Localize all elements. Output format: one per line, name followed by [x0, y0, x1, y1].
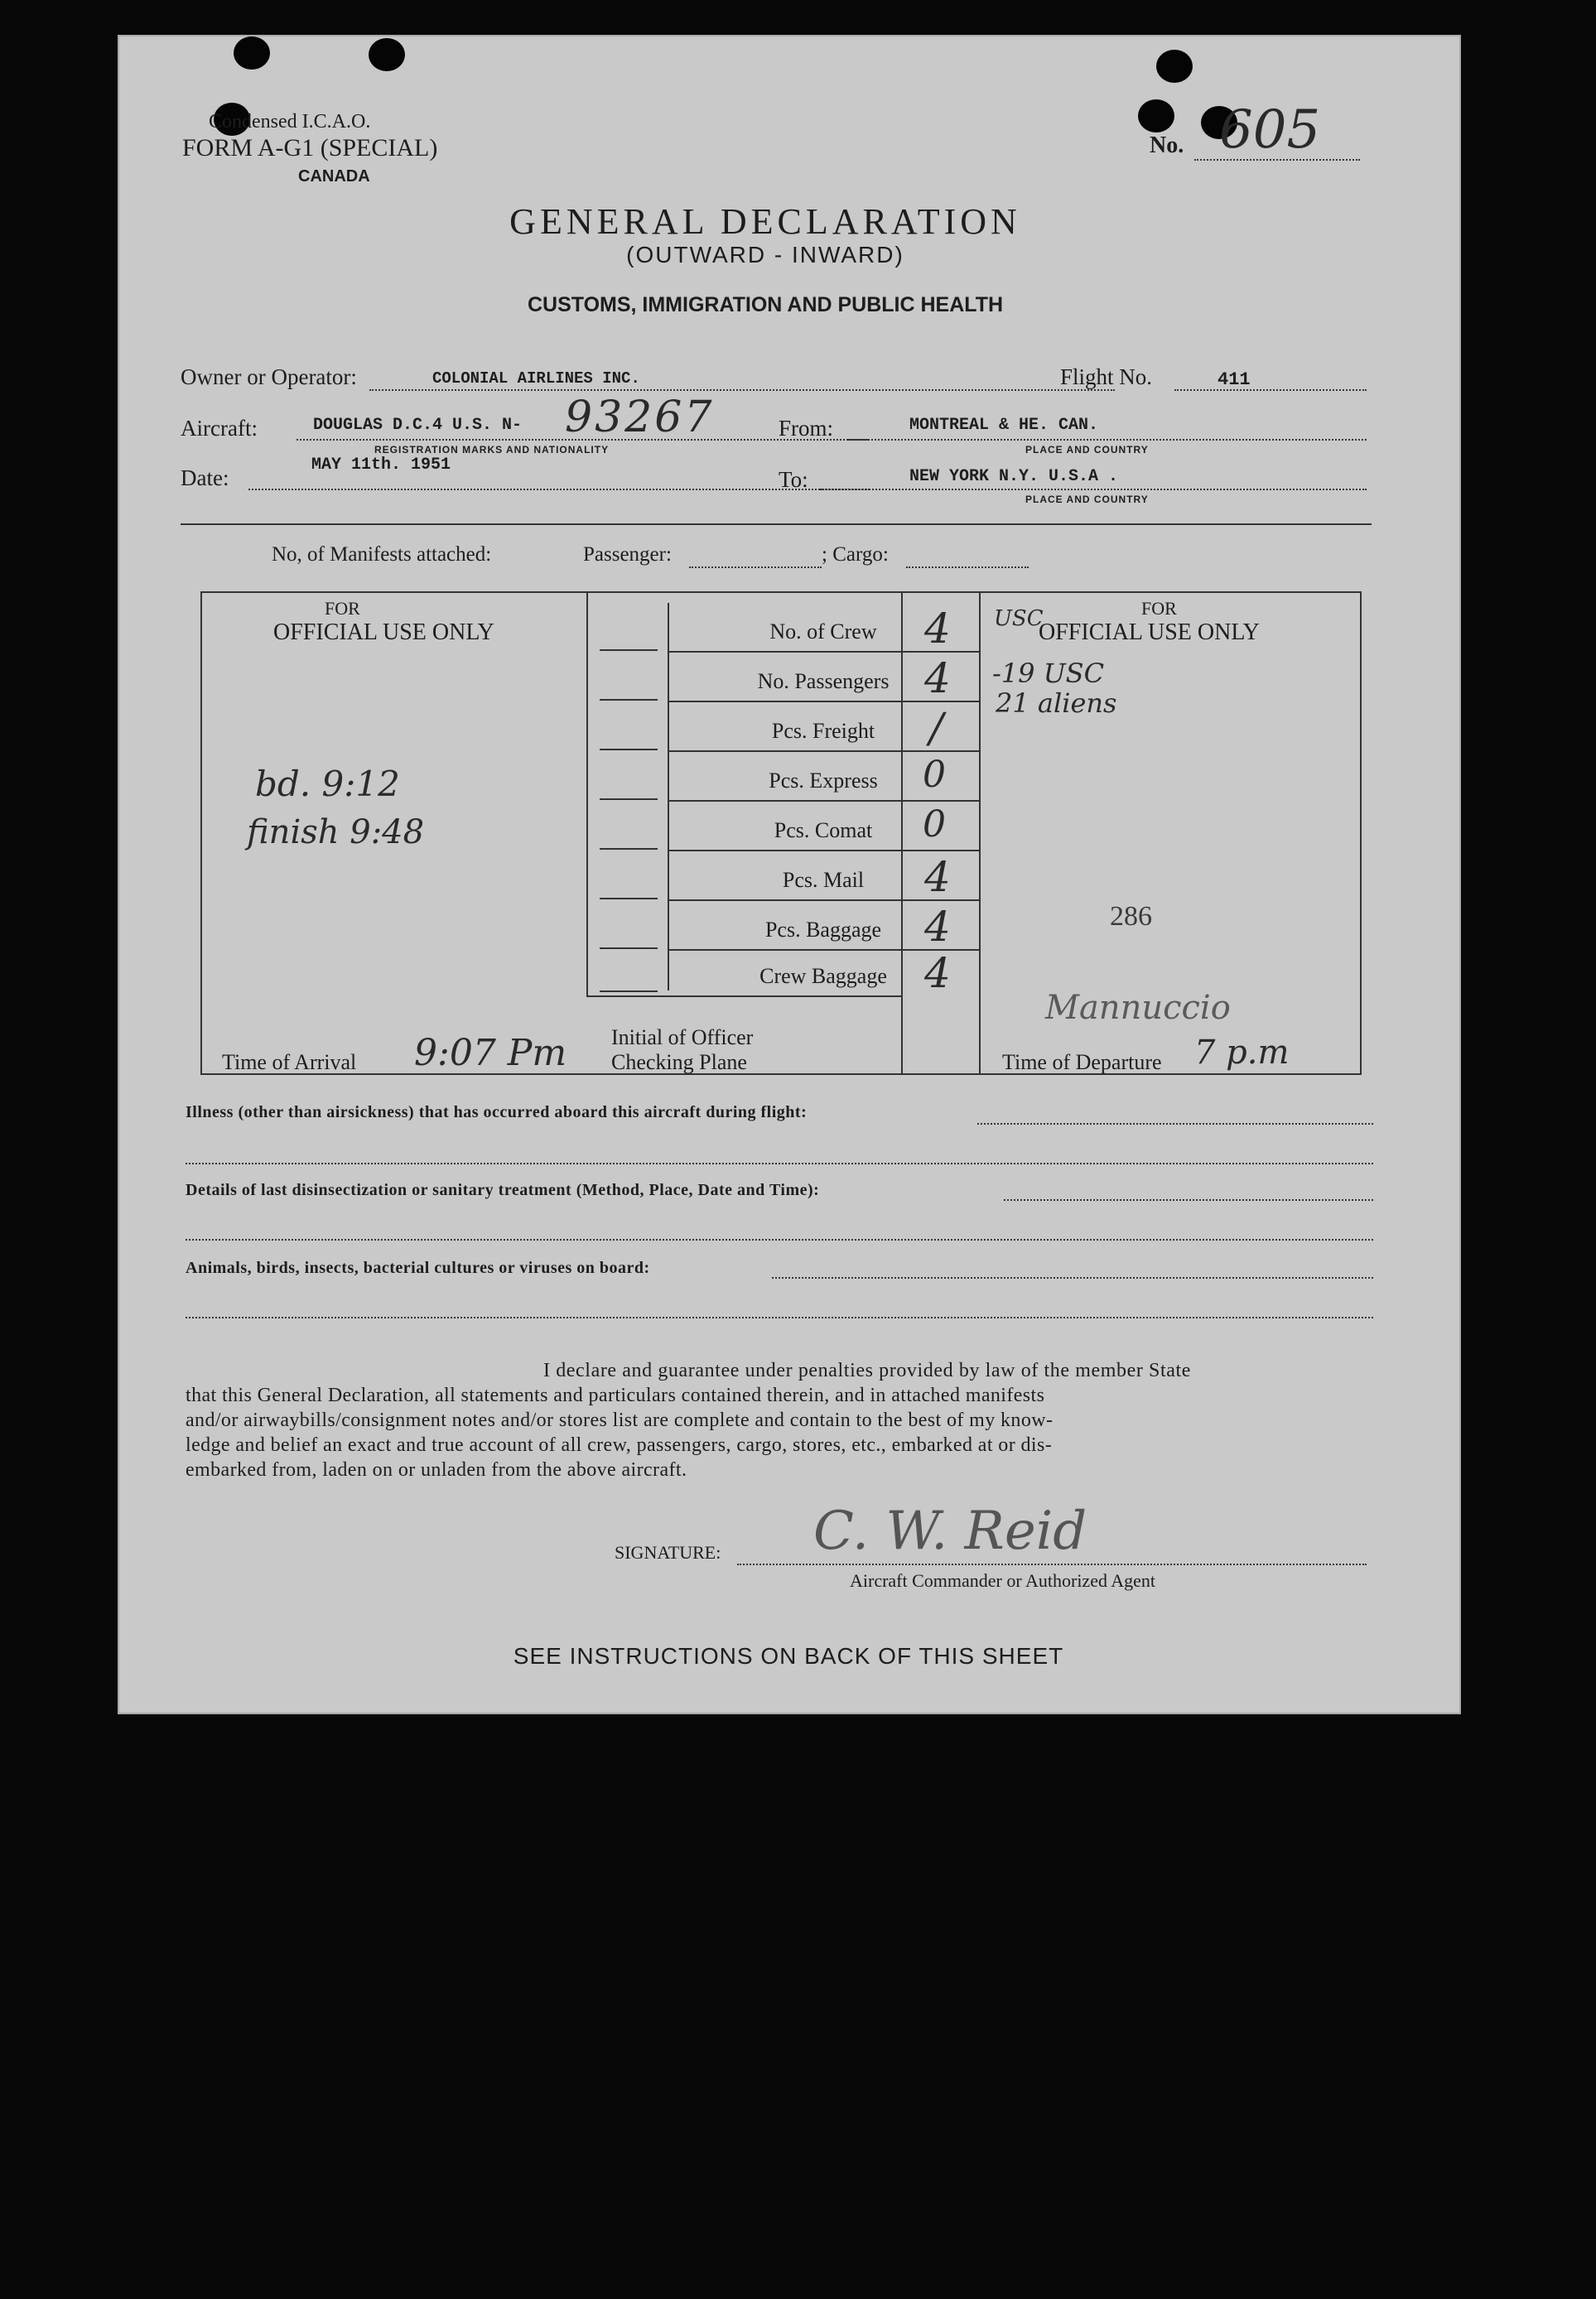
count-label: No. of Crew [769, 619, 877, 643]
count-label: No. Passengers [757, 669, 890, 693]
aircraft-caption: REGISTRATION MARKS AND NATIONALITY [374, 444, 610, 455]
declaration-line-3: and/or airwaybills/consignment notes and/or stores list are complete and contain to the best of my know- [186, 1410, 1054, 1431]
punch-hole [1138, 99, 1174, 133]
owner-value: COLONIAL AIRLINES INC. [432, 369, 640, 388]
disinsection-line-2 [186, 1239, 1373, 1241]
manifests-passenger-label: Passenger: [583, 543, 672, 566]
count-value: 0 [923, 754, 946, 796]
form-name: FORM A-G1 (SPECIAL) [182, 134, 438, 161]
date-value: MAY 11th. 1951 [311, 455, 451, 475]
punch-hole [1156, 50, 1193, 83]
from-line [848, 439, 1367, 441]
form-condensed-label: Condensed I.C.A.O. [209, 111, 371, 133]
official-right-note-usc: -19 USC [992, 658, 1105, 689]
punch-hole [234, 36, 270, 70]
count-label: Pcs. Express [769, 769, 878, 793]
to-label: To: [779, 467, 808, 492]
manifests-cargo-label: ; Cargo: [822, 543, 889, 566]
aircraft-value: DOUGLAS D.C.4 U.S. N- [313, 416, 523, 435]
count-value: 4 [924, 949, 951, 997]
declaration-line-4: ledge and belief an exact and true account of all crew, passengers, cargo, stores, etc., embarked at or dis- [186, 1434, 1053, 1456]
footer-instructions: SEE INSTRUCTIONS ON BACK OF THIS SHEET [513, 1643, 1064, 1669]
count-label: Pcs. Mail [782, 868, 865, 892]
declaration-line-2: that this General Declaration, all statements and particulars contained therein, and in attached manifests [186, 1385, 1045, 1406]
disinsection-line-1 [1004, 1199, 1373, 1201]
count-label: Crew Baggage [759, 964, 887, 988]
initials-column [591, 605, 663, 994]
owner-line [369, 389, 1115, 391]
initials-line [600, 848, 658, 850]
from-caption: PLACE AND COUNTRY [1025, 444, 1149, 455]
time-arrival-value: 9:07 Pm [414, 1032, 567, 1074]
illness-line-1 [977, 1123, 1373, 1125]
declaration-line-5: embarked from, laden on or unladen from the above aircraft. [186, 1459, 687, 1481]
count-value: 4 [924, 903, 951, 951]
official-right-title: OFFICIAL USE ONLY [1039, 619, 1260, 645]
illness-line-2 [186, 1163, 1373, 1164]
date-line [248, 489, 870, 490]
count-value: 4 [924, 605, 951, 653]
from-label: From: [779, 416, 834, 441]
disinsection-question: Details of last disinsectization or sanitary treatment (Method, Place, Date and Time): [186, 1181, 820, 1199]
page-title: GENERAL DECLARATION [509, 201, 1021, 242]
to-value: NEW YORK N.Y. U.S.A . [909, 467, 1119, 486]
official-right-for: FOR [1141, 598, 1177, 619]
table-bottom-left [586, 995, 903, 997]
official-left-for: FOR [325, 598, 360, 619]
count-label: Pcs. Comat [774, 818, 873, 842]
table-divider-left [586, 591, 588, 997]
count-label: Pcs. Baggage [764, 918, 882, 942]
initials-line [600, 649, 658, 651]
declaration-line-1: I declare and guarantee under penalties provided by law of the member State [543, 1360, 1192, 1381]
initial-officer-line-1: Initial of Officer [611, 1025, 754, 1049]
initials-line [600, 947, 658, 949]
official-right-usc-note: USC [994, 606, 1044, 631]
animals-question: Animals, birds, insects, bacterial cultures or viruses on board: [186, 1259, 650, 1277]
animals-line-1 [772, 1277, 1373, 1279]
aircraft-label: Aircraft: [181, 416, 258, 441]
initials-line [600, 990, 658, 992]
official-right-signature-mark: Mannuccio [1045, 989, 1231, 1027]
count-value: 4 [924, 853, 951, 901]
signature-caption: Aircraft Commander or Authorized Agent [850, 1570, 1156, 1591]
official-left-note-boarded: bd. 9:12 [255, 764, 400, 804]
initials-line [600, 898, 658, 899]
punch-hole [369, 38, 405, 71]
initials-line [600, 749, 658, 750]
page-subheading: CUSTOMS, IMMIGRATION AND PUBLIC HEALTH [527, 293, 1004, 316]
page-subtitle: (OUTWARD - INWARD) [626, 242, 904, 267]
flight-value: 411 [1217, 369, 1251, 390]
official-left-note-finish: finish 9:48 [247, 813, 425, 851]
table-divider-values [979, 591, 981, 1073]
declaration-form-sheet [118, 35, 1461, 1714]
aircraft-handwritten: 93267 [565, 393, 715, 442]
illness-question: Illness (other than airsickness) that has occurred aboard this aircraft during flight: [186, 1103, 808, 1121]
to-line [820, 489, 1367, 490]
form-number-value: 605 [1219, 99, 1321, 161]
manifests-label: No, of Manifests attached: [272, 543, 492, 566]
form-number-label: No. [1150, 133, 1184, 158]
from-value: MONTREAL & HE. CAN. [909, 416, 1099, 435]
owner-label: Owner or Operator: [181, 364, 357, 389]
count-label: Pcs. Freight [771, 719, 875, 743]
counts-values [901, 605, 979, 997]
count-value: 0 [923, 803, 946, 846]
to-caption: PLACE AND COUNTRY [1025, 494, 1149, 505]
official-right-stamp-number: 286 [1110, 901, 1152, 932]
count-value: / [929, 704, 943, 752]
manifests-cargo-line [906, 566, 1029, 568]
flight-label: Flight No. [1060, 364, 1153, 389]
initials-line [600, 798, 658, 800]
official-right-note-aliens: 21 aliens [996, 687, 1117, 719]
header-divider [181, 523, 1372, 525]
signature-line [737, 1564, 1367, 1565]
date-label: Date: [181, 465, 229, 490]
manifests-passenger-line [689, 566, 822, 568]
time-arrival-label: Time of Arrival [222, 1050, 357, 1074]
initials-line [600, 699, 658, 701]
official-left-title: OFFICIAL USE ONLY [273, 619, 494, 645]
time-departure-value: 7 p.m [1194, 1034, 1290, 1072]
time-departure-label: Time of Departure [1002, 1050, 1162, 1074]
signature-value: C. W. Reid [813, 1501, 1087, 1562]
flight-line [1174, 389, 1367, 391]
form-country: CANADA [298, 167, 370, 186]
animals-line-2 [186, 1317, 1373, 1318]
count-value: 4 [924, 654, 951, 702]
signature-label: SIGNATURE: [615, 1542, 721, 1563]
initial-officer-line-2: Checking Plane [611, 1050, 747, 1074]
